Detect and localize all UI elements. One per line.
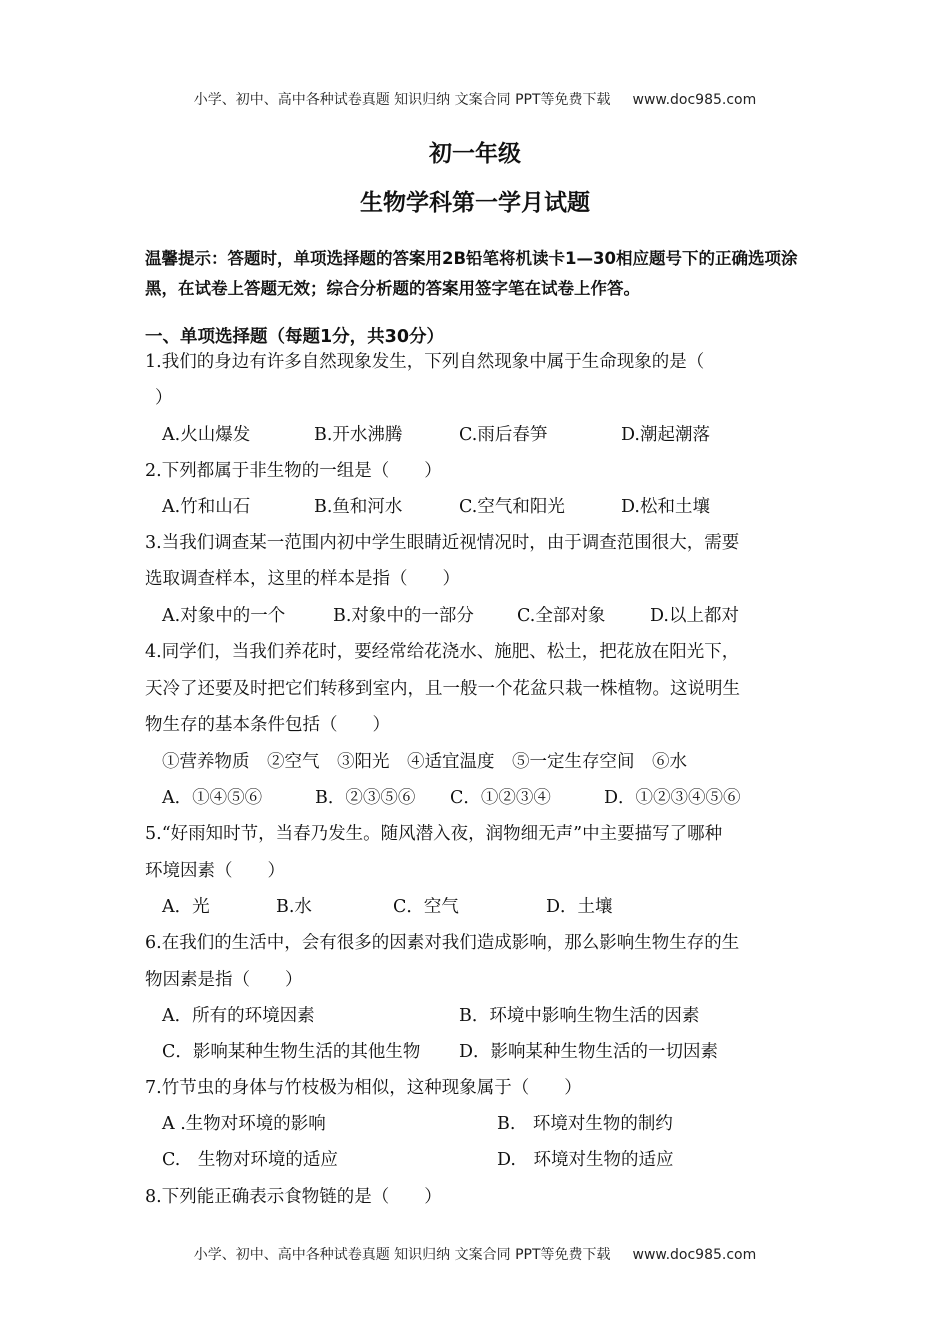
q5-option-c: C．空气 [393, 897, 459, 917]
q6-option-b: B．环境中影响生物生活的因素 [459, 1006, 700, 1026]
q7-option-d: D. 环境对生物的适应 [497, 1150, 674, 1170]
question-1-line-2: ） [155, 388, 173, 408]
q4-option-a: A．①④⑤⑥ [162, 788, 263, 808]
q4-option-c: C．①②③④ [450, 788, 551, 808]
footer-url[interactable]: www.doc985.com [632, 1247, 757, 1263]
question-4-line-1: 4.同学们，当我们养花时，要经常给花浇水、施肥、松土，把花放在阳光下， [145, 642, 740, 662]
q3-option-d: D.以上都对 [650, 606, 739, 626]
header-text: 小学、初中、高中各种试卷真题 知识归纳 文案合同 PPT等免费下载 [193, 92, 611, 108]
q2-option-b: B.鱼和河水 [314, 497, 403, 517]
question-4-line-3: 物生存的基本条件包括（ ） [145, 715, 390, 735]
title-exam: 生物学科第一学月试题 [360, 190, 590, 216]
q7-option-c: C. 生物对环境的适应 [162, 1150, 338, 1170]
q6-option-c: C．影响某种生物生活的其他生物 [162, 1042, 421, 1062]
title-grade: 初一年级 [429, 141, 521, 167]
question-5-line-2: 环境因素（ ） [145, 861, 285, 881]
q1-option-a: A.火山爆发 [162, 425, 251, 445]
question-6-line-1: 6.在我们的生活中，会有很多的因素对我们造成影响，那么影响生物生存的生 [145, 933, 740, 953]
question-3-line-1: 3.当我们调查某一范围内初中学生眼睛近视情况时，由于调查范围很大，需要 [145, 533, 740, 553]
header-url[interactable]: www.doc985.com [632, 92, 757, 108]
question-2-line-1: 2.下列都属于非生物的一组是（ ） [145, 461, 442, 481]
q7-option-b: B. 环境对生物的制约 [497, 1114, 673, 1134]
q2-option-d: D.松和土壤 [621, 497, 710, 517]
q3-option-c: C.全部对象 [517, 606, 606, 626]
q6-option-a: A．所有的环境因素 [162, 1006, 315, 1026]
question-4-items: ①营养物质 ②空气 ③阳光 ④适宜温度 ⑤一定生存空间 ⑥水 [162, 752, 687, 772]
q1-option-b: B.开水沸腾 [314, 425, 403, 445]
question-6-line-2: 物因素是指（ ） [145, 970, 303, 990]
question-3-line-2: 选取调查样本，这里的样本是指（ ） [145, 569, 460, 589]
q6-option-d: D．影响某种生物生活的一切因素 [459, 1042, 719, 1062]
q2-option-a: A.竹和山石 [162, 497, 251, 517]
q3-option-b: B.对象中的一部分 [333, 606, 474, 626]
q1-option-c: C.雨后春笋 [459, 425, 548, 445]
q5-option-d: D．土壤 [546, 897, 613, 917]
question-8-line-1: 8.下列能正确表示食物链的是（ ） [145, 1187, 442, 1207]
section-heading: 一、单项选择题（每题1分，共30分） [145, 327, 445, 347]
footer-text: 小学、初中、高中各种试卷真题 知识归纳 文案合同 PPT等免费下载 [193, 1247, 611, 1263]
q3-option-a: A.对象中的一个 [162, 606, 286, 626]
q5-option-b: B.水 [276, 897, 312, 917]
q2-option-c: C.空气和阳光 [459, 497, 565, 517]
question-1-line-1: 1.我们的身边有许多自然现象发生，下列自然现象中属于生命现象的是（ [145, 352, 705, 372]
question-5-line-1: 5.“好雨知时节，当春乃发生。随风潜入夜，润物细无声”中主要描写了哪种 [145, 824, 723, 844]
q4-option-b: B．②③⑤⑥ [315, 788, 416, 808]
q4-option-d: D．①②③④⑤⑥ [604, 788, 741, 808]
q1-option-d: D.潮起潮落 [621, 425, 710, 445]
page-footer [0, 1244, 950, 1264]
question-7-line-1: 7.竹节虫的身体与竹枝极为相似，这种现象属于（ ） [145, 1078, 582, 1098]
q5-option-a: A．光 [162, 897, 210, 917]
q7-option-a: A .生物对环境的影响 [162, 1114, 326, 1134]
question-4-line-2: 天冷了还要及时把它们转移到室内，且一般一个花盆只栽一株植物。这说明生 [145, 679, 740, 699]
notice: 温馨提示：答题时，单项选择题的答案用2B铅笔将机读卡1—30相应题号下的正确选项涂黑，在试卷上答题无效；综合分析题的答案用签字笔在试卷上作答。 [145, 249, 798, 298]
page-header [0, 89, 950, 109]
